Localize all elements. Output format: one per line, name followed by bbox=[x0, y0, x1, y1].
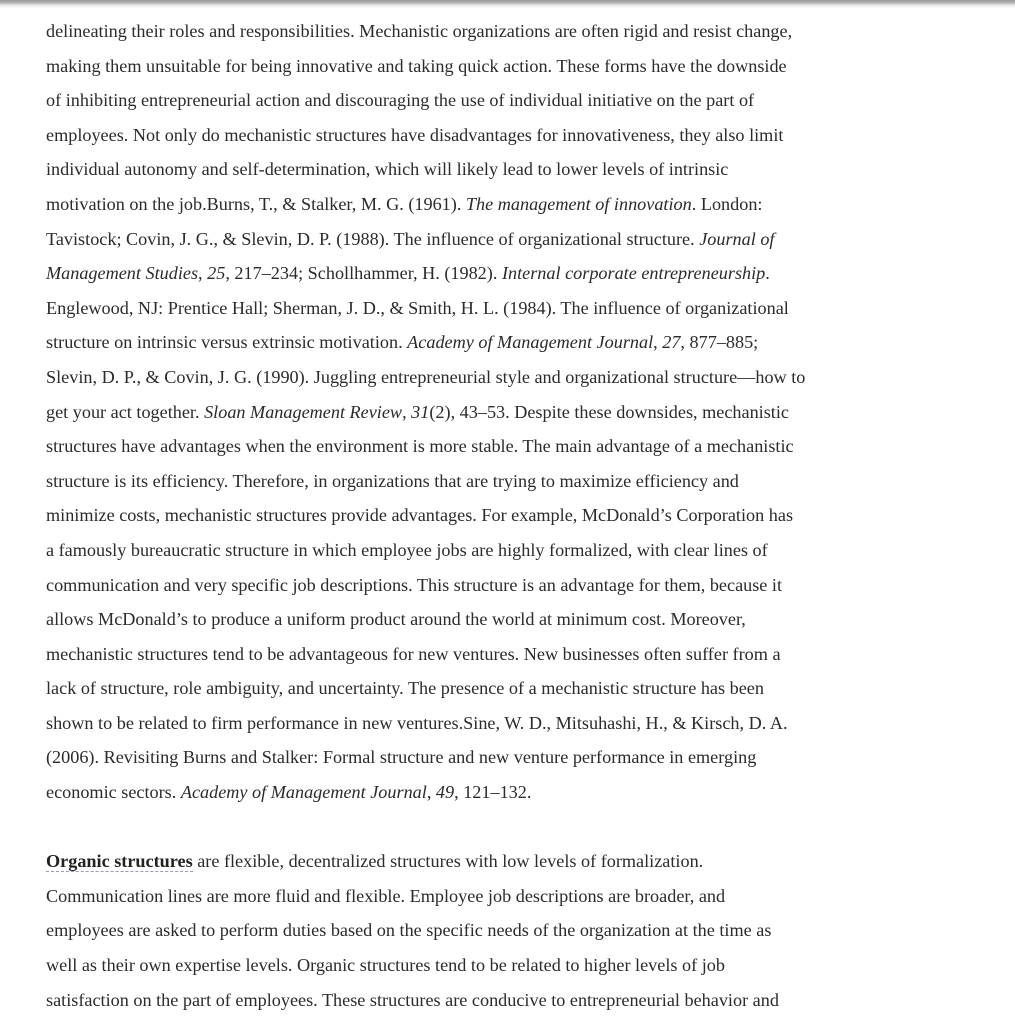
text-run: , bbox=[653, 332, 663, 353]
citation-journal: Academy of Management Journal bbox=[180, 782, 427, 803]
text-run: are flexible, decentralized structures with low levels of formalization. bbox=[192, 851, 704, 872]
document-body bbox=[46, 14, 906, 1017]
text-line: lack of structure, role ambiguity, and uncertainty. The presence of a mechanistic structure has been bbox=[46, 678, 764, 699]
text-run: . London: bbox=[691, 193, 763, 214]
text-line: structures have advantages when the environment is more stable. The main advantage of a mechanistic bbox=[46, 436, 794, 457]
citation-title: Internal corporate entrepreneurship bbox=[501, 263, 766, 284]
citation-title: The management of innovation bbox=[465, 193, 692, 214]
text-line: (2006). Revisiting Burns and Stalker: Formal structure and new venture performance in emerging bbox=[46, 747, 757, 768]
citation-volume: 31 bbox=[411, 401, 430, 422]
text-run: , 121–132. bbox=[454, 782, 532, 803]
text-line: making them unsuitable for being innovative and taking quick action. These forms have the downside bbox=[46, 55, 787, 76]
citation-journal: Journal of bbox=[699, 228, 775, 249]
text-run: Tavistock; Covin, J. G., & Slevin, D. P. (1988). The influence of organizational structure. bbox=[46, 228, 700, 249]
text-line bbox=[46, 775, 906, 810]
text-run: , 217–234; Schollhammer, H. (1982). bbox=[225, 263, 502, 284]
text-run: motivation on the job.Burns, T., & Stalker, M. G. (1961). bbox=[46, 193, 466, 214]
text-line: delineating their roles and responsibilities. Mechanistic organizations are often rigid and resist change, bbox=[46, 21, 793, 41]
citation-volume: 27 bbox=[662, 332, 681, 353]
text-line: minimize costs, mechanistic structures provide advantages. For example, McDonald’s Corporation has bbox=[46, 505, 794, 526]
text-run: structure on intrinsic versus extrinsic motivation. bbox=[46, 332, 408, 353]
text-line: communication and very specific job descriptions. This structure is an advantage for them, because it bbox=[46, 574, 783, 595]
citation-volume: 25 bbox=[207, 263, 226, 284]
text-line bbox=[46, 395, 906, 430]
citation-volume: 49 bbox=[435, 782, 455, 803]
text-line bbox=[46, 844, 906, 879]
text-run: . bbox=[765, 263, 770, 284]
paragraph-organic bbox=[46, 844, 906, 1017]
citation-journal: Management Studies bbox=[46, 263, 199, 284]
text-line: allows McDonald’s to produce a uniform product around the world at minimum cost. Moreover, bbox=[46, 609, 746, 630]
text-line: Englewood, NJ: Prentice Hall; Sherman, J. D., & Smith, H. L. (1984). The influence of organizational bbox=[46, 297, 789, 318]
text-line: structure is its efficiency. Therefore, in organizations that are trying to maximize efficiency and bbox=[46, 470, 739, 491]
paragraph-mechanistic bbox=[46, 14, 906, 810]
paragraph-spacer bbox=[46, 810, 906, 845]
text-line: of inhibiting entrepreneurial action and discouraging the use of individual initiative on the part of bbox=[46, 90, 755, 111]
text-line: a famously bureaucratic structure in which employee jobs are highly formalized, with clear lines of bbox=[46, 539, 768, 560]
text-line: well as their own expertise levels. Organic structures tend to be related to higher levels of job bbox=[46, 955, 725, 976]
text-line: employees are asked to perform duties based on the specific needs of the organization at the time as bbox=[46, 920, 772, 941]
text-line: individual autonomy and self-determination, which will likely lead to lower levels of intrinsic bbox=[46, 159, 729, 180]
text-line bbox=[46, 187, 906, 222]
text-line: Slevin, D. P., & Covin, J. G. (1990). Juggling entrepreneurial style and organizational structure—how to bbox=[46, 366, 806, 387]
top-edge-shadow bbox=[0, 0, 1015, 8]
text-line bbox=[46, 325, 906, 360]
text-line bbox=[46, 256, 906, 291]
text-line: employees. Not only do mechanistic structures have disadvantages for innovativeness, they also limit bbox=[46, 124, 784, 145]
text-run: , 877–885; bbox=[680, 332, 759, 353]
text-line bbox=[46, 222, 906, 257]
text-line: Communication lines are more fluid and flexible. Employee job descriptions are broader, and bbox=[46, 885, 726, 906]
glossary-term-organic-structures[interactable]: Organic structures bbox=[46, 851, 193, 872]
text-run: , bbox=[198, 263, 208, 284]
text-line: satisfaction on the part of employees. These structures are conducive to entrepreneurial behavior and bbox=[46, 989, 779, 1010]
text-line: mechanistic structures tend to be advantageous for new ventures. New businesses often suffer from a bbox=[46, 643, 781, 664]
text-run: , bbox=[402, 401, 412, 422]
text-run: (2), 43–53. Despite these downsides, mechanistic bbox=[429, 401, 789, 422]
citation-journal: Academy of Management Journal bbox=[407, 332, 654, 353]
text-run: economic sectors. bbox=[46, 782, 181, 803]
text-line: shown to be related to firm performance in new ventures.Sine, W. D., Mitsuhashi, H., & Kirsch, D. A. bbox=[46, 712, 788, 733]
text-run: , bbox=[426, 782, 436, 803]
citation-journal: Sloan Management Review bbox=[204, 401, 403, 422]
text-run: get your act together. bbox=[46, 401, 205, 422]
